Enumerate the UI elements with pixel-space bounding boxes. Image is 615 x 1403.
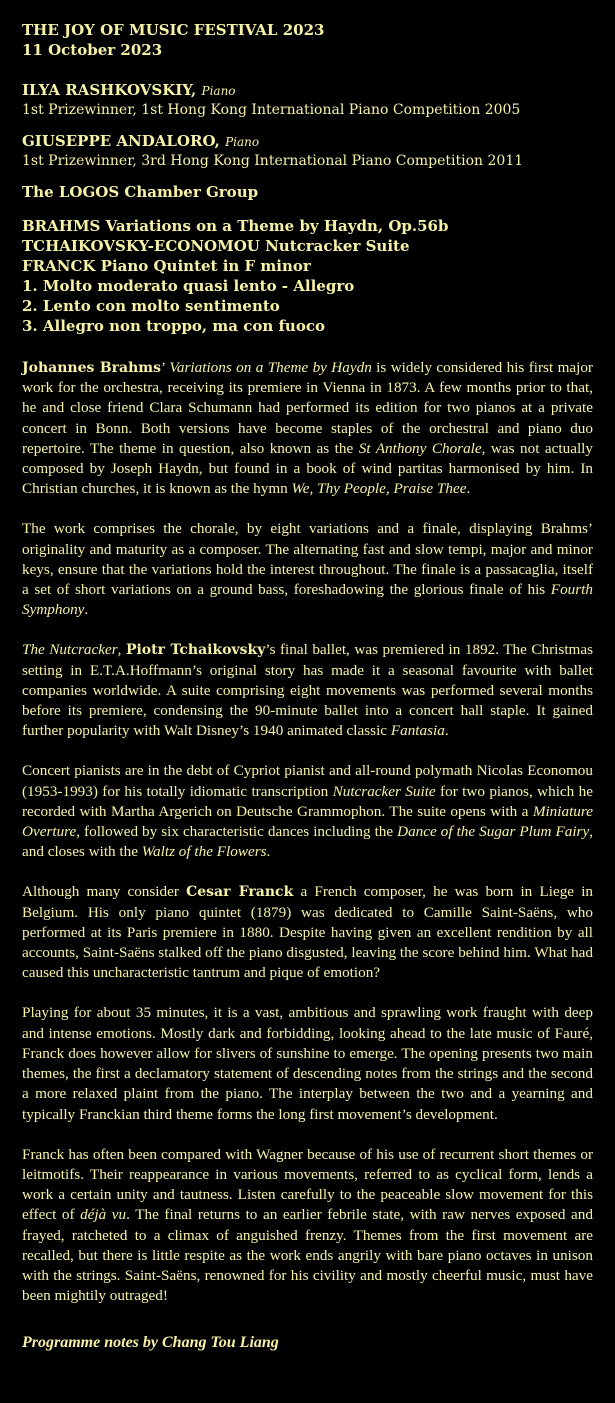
movement-item: 1. Molto moderato quasi lento - Allegro [22,277,355,295]
work-title: The Nutcracker [22,641,118,659]
festival-title: THE JOY OF MUSIC FESTIVAL 2023 [22,21,325,39]
performer-prize: 1st Prizewinner, 1st Hong Kong International Piano Competition 2005 [22,102,521,118]
concert-date: 11 October 2023 [22,41,163,59]
note-paragraph-tchaikovsky: The Nutcracker, Piotr Tchaikovsky’s final ballet, was premiered in 1892. The Christmas setting in E.T.A.Hoffmann’s original story has made it a seasonal favourite with ballet companies worldwide. A suite comprising eight movements was performed several months before its premiere, condensing the 90-minute ballet into a concert hall staple. It gained further popularity with Walt Disney’s 1940 animated classic Fantasia. [22,641,593,740]
ensemble-name: The LOGOS Chamber Group [22,183,259,201]
note-paragraph-franck-3: Franck has often been compared with Wagner because of his use of recurrent short themes or leitmotifs. Their reappearance in various movements, referred to as cyclical form, lends a work a certain unity and tautness. Listen carefully to the peaceable slow movement for this effect of déjà vu. The final returns to an earlier febrile state, with raw nerves exposed and frayed, ratcheted to a climax of anguished frenzy. Themes from the first movement are recalled, but there is little respite as the work ends angrily with bare piano octaves in unison with the strings. Saint-Saëns, renowned for his civility and mostly cheerful music, must have been mightily outraged! [22,1145,593,1305]
work-title: Fantasia [390,722,445,740]
composer-name: Piotr Tchaikovsky [125,642,266,659]
performer-name: ILYA RASHKOVSKIY, [22,81,197,99]
work-title: Dance of the Sugar Plum Fairy [397,823,590,841]
work-title: St Anthony Chorale [358,439,482,457]
work-title: Waltz of the Flowers [141,843,267,861]
programme-item: TCHAIKOVSKY-ECONOMOU Nutcracker Suite [22,237,410,255]
note-paragraph-brahms: Johannes Brahms’ Variations on a Theme by Haydn is widely considered his first major work for the orchestra, receiving its premiere in Vienna in 1873. A few months prior to that, he and close friend Clara Schumann had performed its edition for two pianos at a private concert in Bonn. Both versions have become staples of the orchestral and piano duo repertoire. The theme in question, also known as the St Anthony Chorale, was not actually composed by Joseph Haydn, but found in a book of wind partitas harmonised by him. In Christian churches, it is known as the hymn We, Thy People, Praise Thee. [22,359,593,498]
note-paragraph-economou: Concert pianists are in the debt of Cypriot pianist and all-round polymath Nicolas Economou (1953-1993) for his totally idiomatic transcription Nutcracker Suite for two pianos, which he recorded with Martha Argerich on Deutsche Grammophon. The suite opens with a Miniature Overture, followed by six characteristic dances including the Dance of the Sugar Plum Fairy, and closes with the Waltz of the Flowers. [22,762,593,861]
programme-item: FRANCK Piano Quintet in F minor [22,257,311,275]
programme-item: BRAHMS Variations on a Theme by Haydn, Op.56b [22,217,449,235]
work-title: déjà vu [80,1206,127,1224]
composer-name: Johannes Brahms [22,360,161,376]
note-paragraph-franck-2: Playing for about 35 minutes, it is a vast, ambitious and sprawling work fraught with deep and intense emotions. Mostly dark and forbidding, looking ahead to the late music of Fauré, Franck does however allow for slivers of sunshine to emerge. The opening presents two main themes, the first a declamatory statement of descending notes from the strings and the second a more relaxed plaint from the piano. The interplay between the two and a yearning and typically Franckian third theme forms the long first movement’s development. [22,1004,593,1123]
note-paragraph-franck: Although many consider Cesar Franck a French composer, he was born in Liege in Belgium. His only piano quintet (1879) was dedicated to Camille Saint-Saëns, who performed at its Paris premiere in 1880. Despite having given an excellent rendition by all accounts, Saint-Saëns stalked off the piano disgusted, leaving the score behind him. What had caused this uncharacteristic tantrum and pique of emotion? [22,883,594,982]
work-title: Fourth Symphony [22,581,593,619]
programme-list [22,216,593,336]
work-title: We, Thy People, Praise Thee [291,480,467,498]
work-title: Miniature Overture [22,802,593,841]
composer-name: Cesar Franck [186,884,294,901]
performer-instrument: Piano [225,135,260,149]
work-title: Nutcracker Suite [332,782,436,800]
performer-1 [22,80,593,119]
work-title: Variations on a Theme by Haydn [169,359,372,376]
movement-item: 3. Allegro non troppo, ma con fuoco [22,317,325,335]
performer-prize: 1st Prizewinner, 3rd Hong Kong International Piano Competition 2011 [22,153,524,169]
movement-item: 2. Lento con molto sentimento [22,297,280,315]
programme-notes-credit: Programme notes by Chang Tou Liang [22,1334,279,1352]
performer-name: GIUSEPPE ANDALORO, [22,132,220,150]
performer-instrument: Piano [201,84,236,98]
note-paragraph-brahms-2: The work comprises the chorale, by eight variations and a finale, displaying Brahms’ originality and maturity as a composer. The alternating fast and slow tempi, major and minor keys, ensure that the variations hold the interest throughout. The finale is a passacaglia, itself a set of short variations on a ground bass, foreshadowing the glorious finale of his Fourth Symphony. [22,520,593,619]
performer-2 [22,131,593,170]
